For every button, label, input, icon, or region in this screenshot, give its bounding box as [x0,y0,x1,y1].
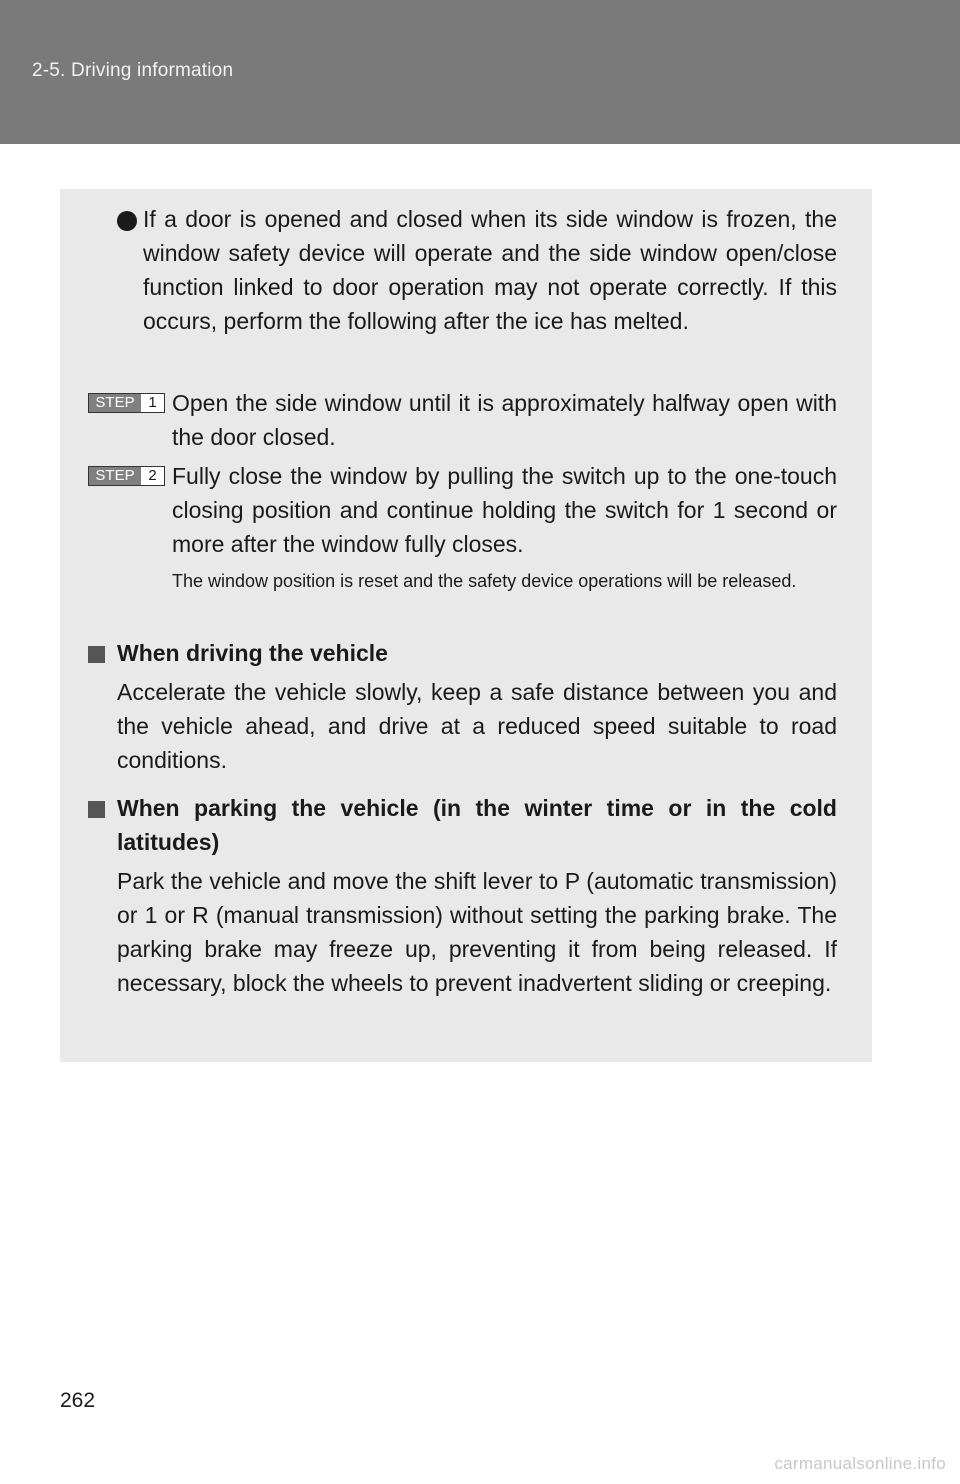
driving-body: Accelerate the vehicle slowly, keep a safe distance between you and the vehicle ahead, and drive at a reduced speed suitable to road conditions. [117,679,837,773]
bullet-paragraph: If a door is opened and closed when its side window is frozen, the window safety device will operate and the side window open/close function linked to door operation may not operate correctly. If this occurs, perform the following after the ice has melted. [143,206,837,334]
bullet-dot-icon [117,211,137,231]
step-1-text: Open the side window until it is approximately halfway open with the door closed. [172,390,837,450]
step-2-word: STEP [89,467,141,485]
watermark: carmanualsonline.info [774,1454,946,1473]
step-1-number: 1 [141,394,164,412]
page-number: 262 [60,1389,96,1412]
parking-heading: When parking the vehicle (in the winter time or in the cold latitudes) [117,795,837,855]
header-band [0,0,960,144]
step-2-number: 2 [141,467,164,485]
step-2-text: Fully close the window by pulling the switch up to the one-touch closing position and continue holding the switch for 1 second or more after the window fully closes. [172,463,837,557]
square-bullet-icon [88,801,105,818]
parking-body: Park the vehicle and move the shift lever to P (automatic transmission) or 1 or R (manual transmission) without setting the parking brake. The parking brake may freeze up, preventing it from being released. If necessary, block the wheels to prevent inadvertent sliding or creeping. [117,868,837,996]
section-title: 2-5. Driving information [32,60,234,81]
step-note: The window position is reset and the safety device operations will be released. [172,571,797,591]
driving-heading: When driving the vehicle [117,640,388,666]
square-bullet-icon [88,646,105,663]
step-2-badge [88,466,165,486]
step-1-word: STEP [89,394,141,412]
step-1-badge [88,393,165,413]
